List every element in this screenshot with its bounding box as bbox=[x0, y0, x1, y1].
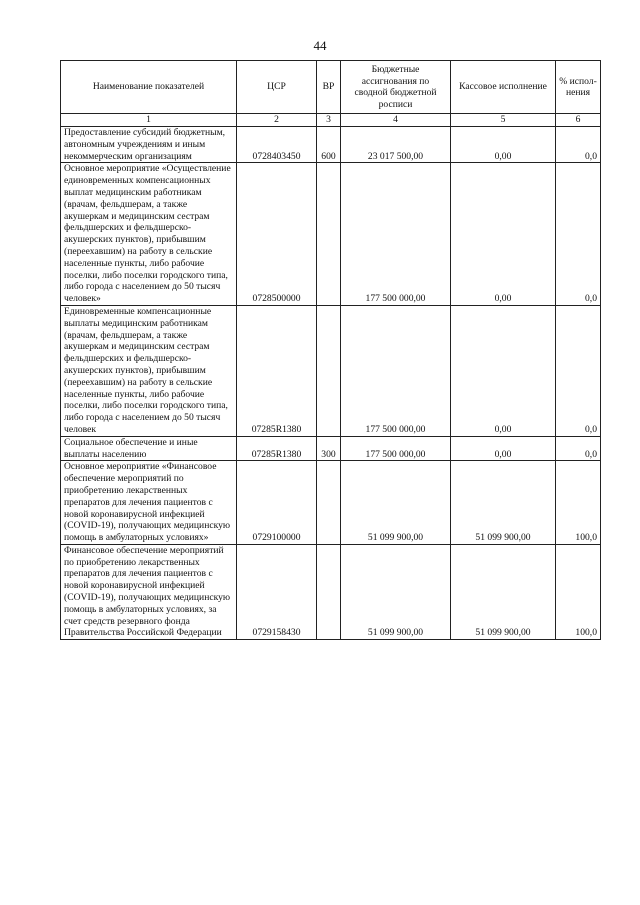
row-percent: 0,0 bbox=[556, 163, 601, 306]
table-header-row bbox=[61, 61, 601, 114]
table-row bbox=[61, 461, 601, 545]
row-csr: 07285R1380 bbox=[237, 436, 317, 461]
row-percent: 100,0 bbox=[556, 544, 601, 639]
row-csr: 0729158430 bbox=[237, 544, 317, 639]
row-vr: 600 bbox=[317, 127, 341, 163]
row-name: Финансовое обеспечение мероприятий по приобретению лекарственных препаратов для лечения пациентов с новой коронавирусной инфекцией (COVID-19), получающих медицинскую помощь в амбулаторных условиях, за счет средств резервного фонда Правительства Российской Федерации bbox=[61, 544, 237, 639]
column-number-row bbox=[61, 114, 601, 127]
row-vr bbox=[317, 305, 341, 436]
column-number: 5 bbox=[451, 114, 556, 127]
table-row bbox=[61, 163, 601, 306]
row-allocated: 177 500 000,00 bbox=[341, 305, 451, 436]
row-vr bbox=[317, 163, 341, 306]
page-number: 44 bbox=[313, 38, 327, 53]
table-row bbox=[61, 127, 601, 163]
row-csr: 0729100000 bbox=[237, 461, 317, 545]
column-number: 1 bbox=[61, 114, 237, 127]
table-row bbox=[61, 305, 601, 436]
header-percent: % испол-нения bbox=[556, 61, 601, 114]
row-executed: 0,00 bbox=[451, 436, 556, 461]
table-row bbox=[61, 436, 601, 461]
header-csr: ЦСР bbox=[237, 61, 317, 114]
budget-execution-table bbox=[60, 60, 601, 640]
row-percent: 0,0 bbox=[556, 305, 601, 436]
column-number: 4 bbox=[341, 114, 451, 127]
table-row bbox=[61, 544, 601, 639]
header-vr: ВР bbox=[317, 61, 341, 114]
row-name: Основное мероприятие «Осуществление единовременных компенсационных выплат медицинским работникам (врачам, фельдшерам, а также акушеркам и медицинским сестрам фельдшерских и фельдшерско-акушерских пунктов), прибывшим (переехавшим) на работу в сельские населенные пункты, либо рабочие поселки, либо поселки городского типа, либо города с населением до 50 тысяч человек» bbox=[61, 163, 237, 306]
row-executed: 0,00 bbox=[451, 127, 556, 163]
row-name: Социальное обеспечение и иные выплаты населению bbox=[61, 436, 237, 461]
header-indicator-name: Наименование показателей bbox=[61, 61, 237, 114]
column-number: 3 bbox=[317, 114, 341, 127]
row-name: Предоставление субсидий бюджетным, автономным учреждениям и иным некоммерческим организациям bbox=[61, 127, 237, 163]
row-allocated: 177 500 000,00 bbox=[341, 163, 451, 306]
row-name: Основное мероприятие «Финансовое обеспечение мероприятий по приобретению лекарственных препаратов для лечения пациентов с новой коронавирусной инфекцией (COVID-19), получающих медицинскую помощь в амбулаторных условиях» bbox=[61, 461, 237, 545]
row-executed: 51 099 900,00 bbox=[451, 544, 556, 639]
row-name: Единовременные компенсационные выплаты медицинским работникам (врачам, фельдшерам, а также акушеркам и медицинским сестрам фельдшерских и фельдшерско-акушерских пунктов), прибывшим (переехавшим) на работу в сельские населенные пункты, либо рабочие поселки, либо поселки городского типа, либо города с населением до 50 тысяч человек bbox=[61, 305, 237, 436]
row-executed: 0,00 bbox=[451, 163, 556, 306]
row-executed: 0,00 bbox=[451, 305, 556, 436]
header-executed: Кассовое исполнение bbox=[451, 61, 556, 114]
row-percent: 100,0 bbox=[556, 461, 601, 545]
row-allocated: 51 099 900,00 bbox=[341, 461, 451, 545]
row-percent: 0,0 bbox=[556, 436, 601, 461]
column-number: 6 bbox=[556, 114, 601, 127]
row-allocated: 23 017 500,00 bbox=[341, 127, 451, 163]
row-csr: 0728500000 bbox=[237, 163, 317, 306]
row-allocated: 51 099 900,00 bbox=[341, 544, 451, 639]
row-vr: 300 bbox=[317, 436, 341, 461]
row-csr: 0728403450 bbox=[237, 127, 317, 163]
row-csr: 07285R1380 bbox=[237, 305, 317, 436]
row-vr bbox=[317, 461, 341, 545]
column-number: 2 bbox=[237, 114, 317, 127]
row-vr bbox=[317, 544, 341, 639]
header-allocated: Бюджетные ассигнования по сводной бюджетной росписи bbox=[341, 61, 451, 114]
row-percent: 0,0 bbox=[556, 127, 601, 163]
row-executed: 51 099 900,00 bbox=[451, 461, 556, 545]
row-allocated: 177 500 000,00 bbox=[341, 436, 451, 461]
